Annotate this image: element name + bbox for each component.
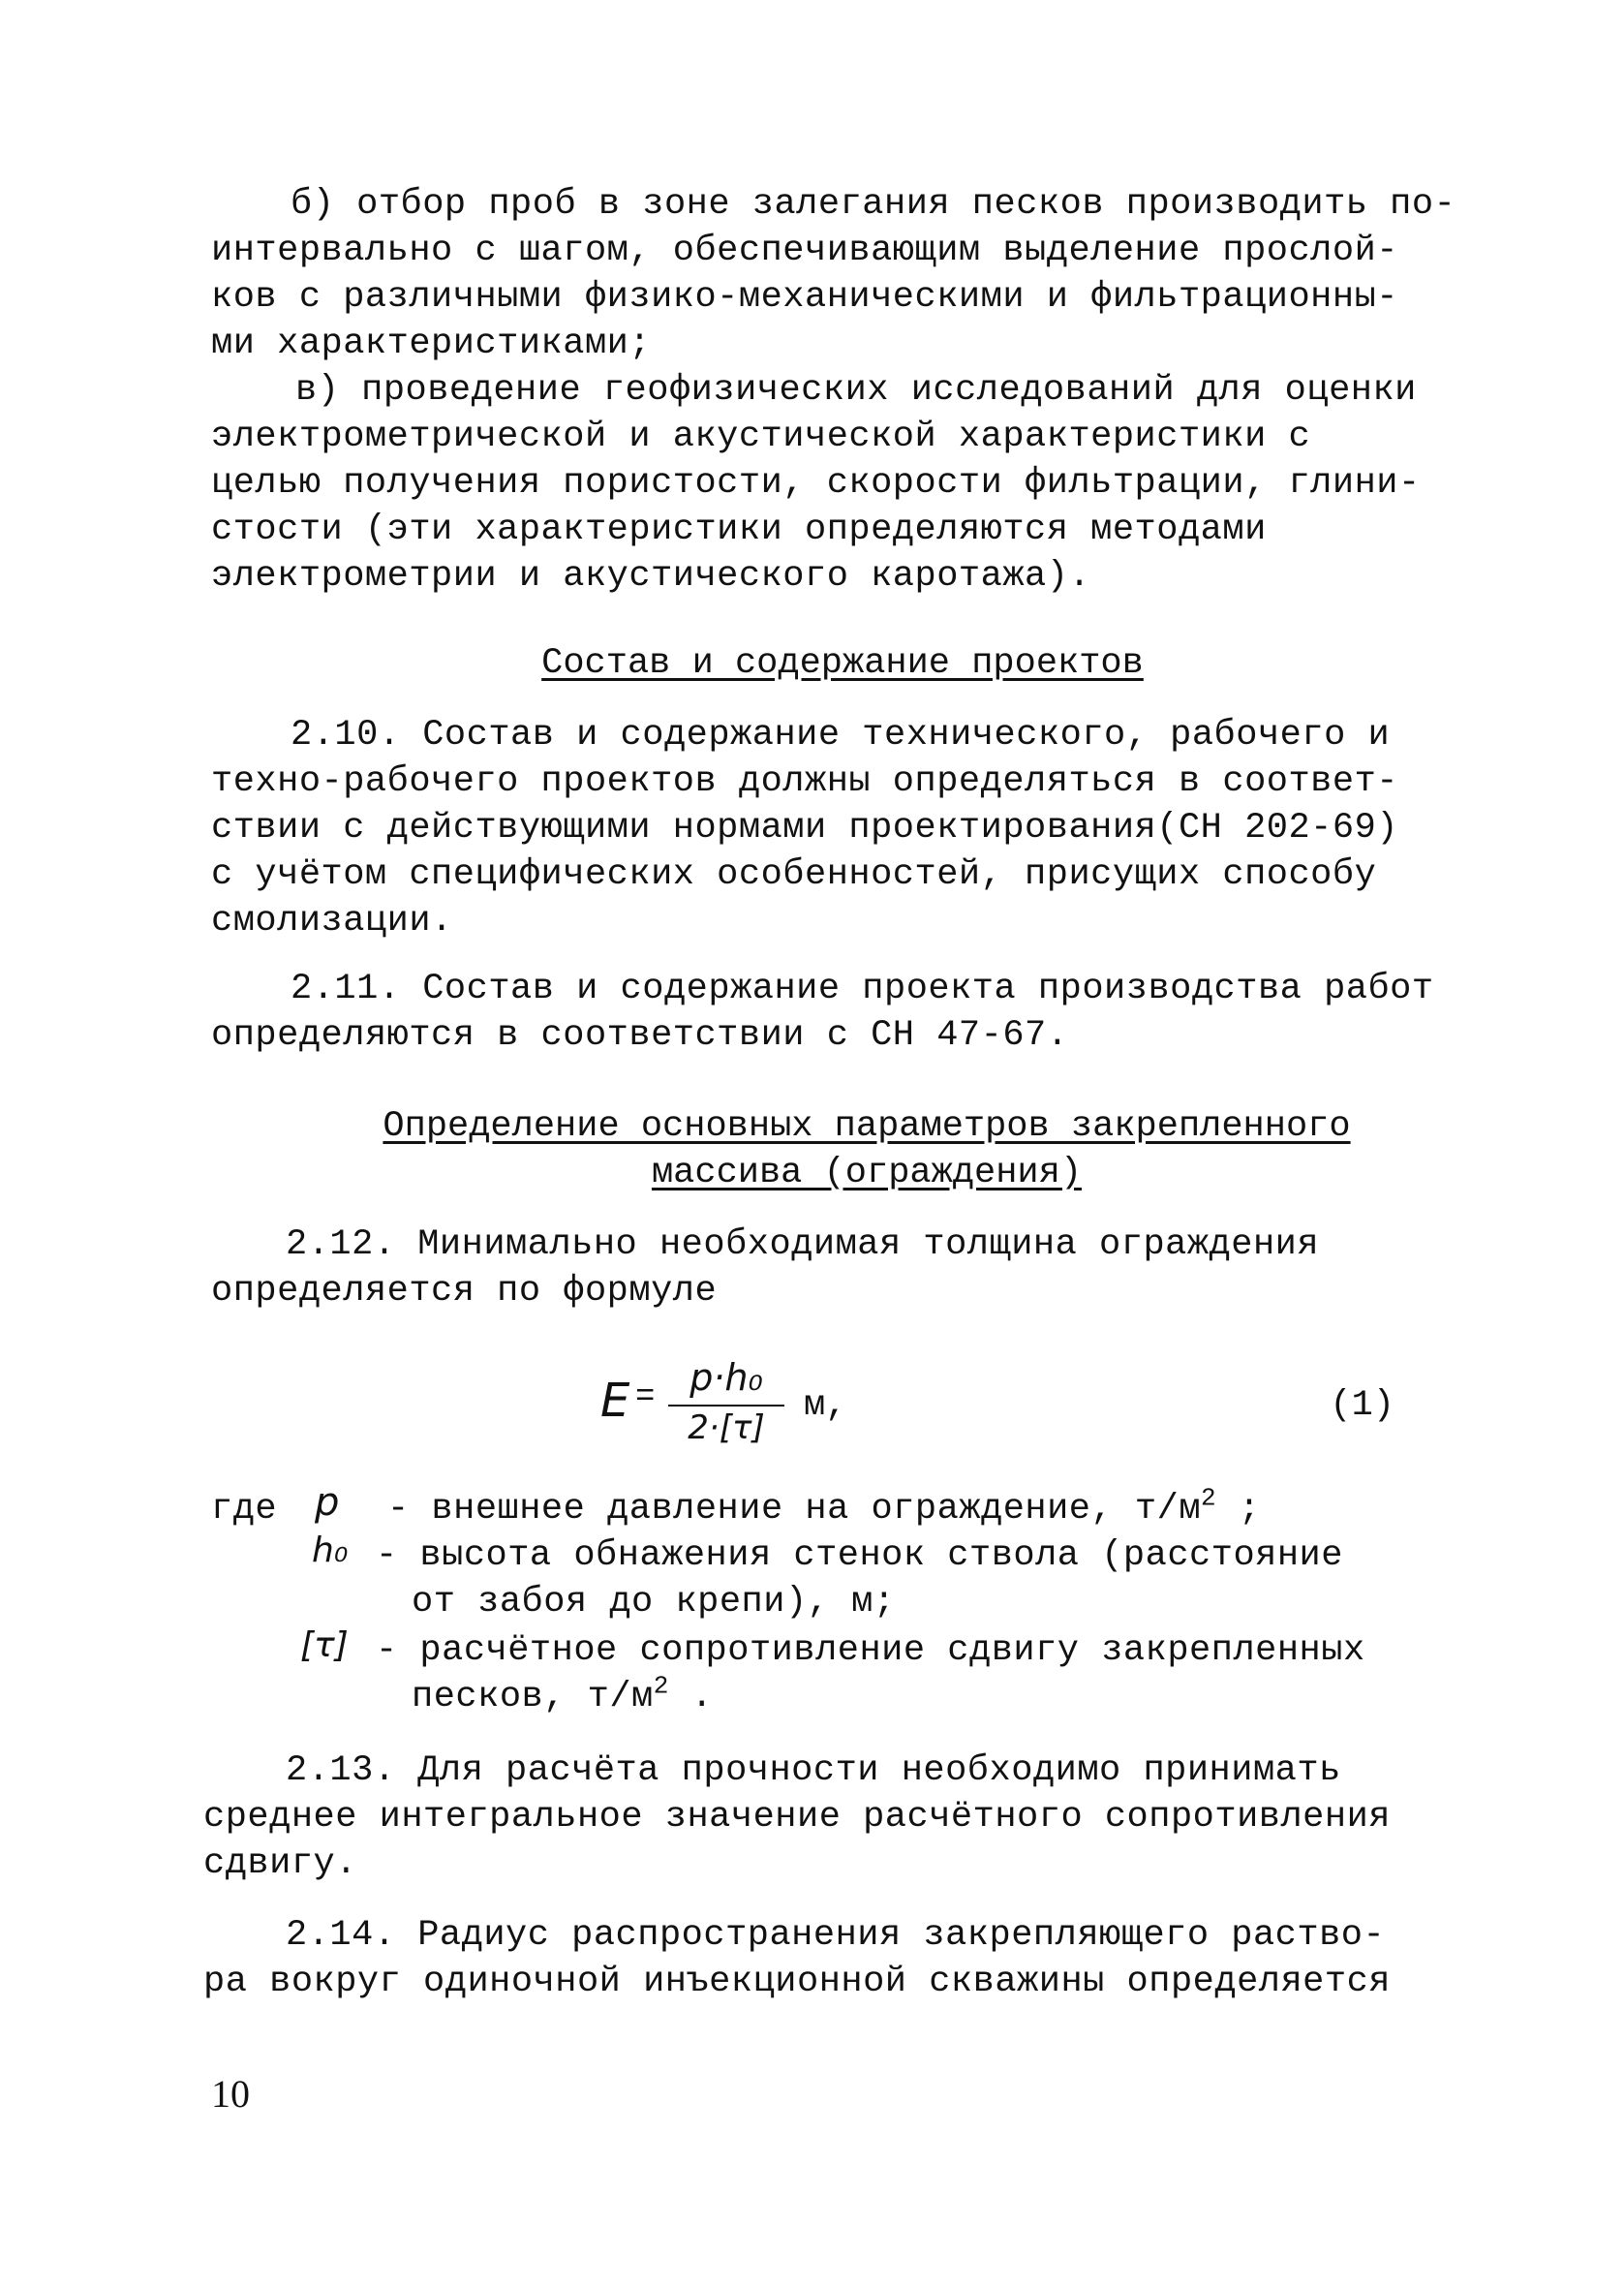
symbol-tau: [τ] [300, 1625, 349, 1665]
formula-number: (1) [1330, 1385, 1394, 1426]
symbol-p: p [315, 1480, 340, 1525]
para-b-line-3: ков с различными физико-механическими и фильтрационны- [211, 277, 1398, 318]
definition-h-line-1: - высота обнажения стенок ствола (расстояние [376, 1535, 1343, 1576]
definition-tau-line-1: - расчётное сопротивление сдвигу закрепленных [376, 1630, 1365, 1671]
definition-p-end: ; [1216, 1489, 1261, 1530]
para-2-13-line-2: среднее интегральное значение расчётного сопротивления [203, 1797, 1391, 1838]
para-v-line-5: электрометрии и акустического каротажа). [211, 556, 1091, 597]
para-2-10-line-3: ствии с действующими нормами проектирования(СН 202-69) [211, 808, 1398, 849]
section-heading-parameters-line-1: Определение основных параметров закрепленного [383, 1106, 1351, 1147]
definition-p [387, 1483, 1433, 1531]
para-b-line-4: ми характеристиками; [211, 324, 652, 364]
symbol-h0: h₀ [312, 1530, 349, 1570]
formula-denominator: 2·[τ] [688, 1408, 765, 1447]
formula-1 [600, 1356, 1433, 1463]
para-2-10-line-5: смолизации. [211, 901, 453, 942]
definition-p-text: - внешнее давление на ограждение, т/м [387, 1489, 1202, 1530]
section-heading-projects: Состав и содержание проектов [541, 643, 1144, 684]
page-number: 10 [211, 2072, 250, 2116]
definition-tau-end: . [668, 1677, 714, 1717]
formula-lhs: E [600, 1374, 630, 1428]
para-2-11-line-2: определяются в соответствии с СН 47-67. [211, 1015, 1069, 1056]
para-2-13-line-3: сдвигу. [203, 1843, 357, 1884]
section-heading-parameters-line-2: массива (ограждения) [651, 1153, 1083, 1193]
definition-tau-text: песков, т/м [412, 1677, 654, 1717]
formula-numerator: p·h₀ [689, 1356, 763, 1399]
para-2-14-line-1: 2.14. Радиус распространения закрепляющего раство- [286, 1915, 1386, 1956]
para-v-line-3: целью получения пористости, скорости фильтрации, глини- [211, 463, 1421, 504]
formula-unit: м, [804, 1385, 847, 1426]
para-b-line-1: б) отбор проб в зоне залегания песков производить по- [291, 184, 1456, 225]
para-2-11-line-1: 2.11. Состав и содержание проекта производства работ [291, 969, 1434, 1009]
para-v-line-2: электрометрической и акустической характеристики с [211, 417, 1311, 457]
para-b-line-2: интервально с шагом, обеспечивающим выделение прослой- [211, 231, 1398, 271]
definition-tau-sup: 2 [653, 1671, 669, 1701]
para-2-10-line-2: техно-рабочего проектов должны определяться в соответ- [211, 761, 1398, 802]
definition-tau-line-2 [412, 1671, 1428, 1719]
para-2-10-line-1: 2.10. Состав и содержание технического, рабочего и [291, 715, 1391, 756]
para-2-12-line-2: определяется по формуле [211, 1271, 718, 1312]
definitions-where: где [211, 1489, 278, 1530]
formula-equals: = [635, 1379, 656, 1416]
para-v-line-1: в) проведение геофизических исследований для оценки [295, 370, 1417, 411]
para-2-10-line-4: с учётом специфических особенностей, присущих способу [211, 854, 1377, 895]
para-2-13-line-1: 2.13. Для расчёта прочности необходимо принимать [286, 1750, 1341, 1791]
para-v-line-4: стости (эти характеристики определяются методами [211, 510, 1267, 550]
para-2-12-line-1: 2.12. Минимально необходимая толщина ограждения [286, 1224, 1320, 1265]
para-2-14-line-2: ра вокруг одиночной инъекционной скважины определяется [203, 1962, 1391, 2002]
definition-p-sup: 2 [1201, 1483, 1217, 1513]
definition-h-line-2: от забоя до крепи), м; [412, 1582, 896, 1623]
formula-fraction-bar [668, 1405, 784, 1407]
